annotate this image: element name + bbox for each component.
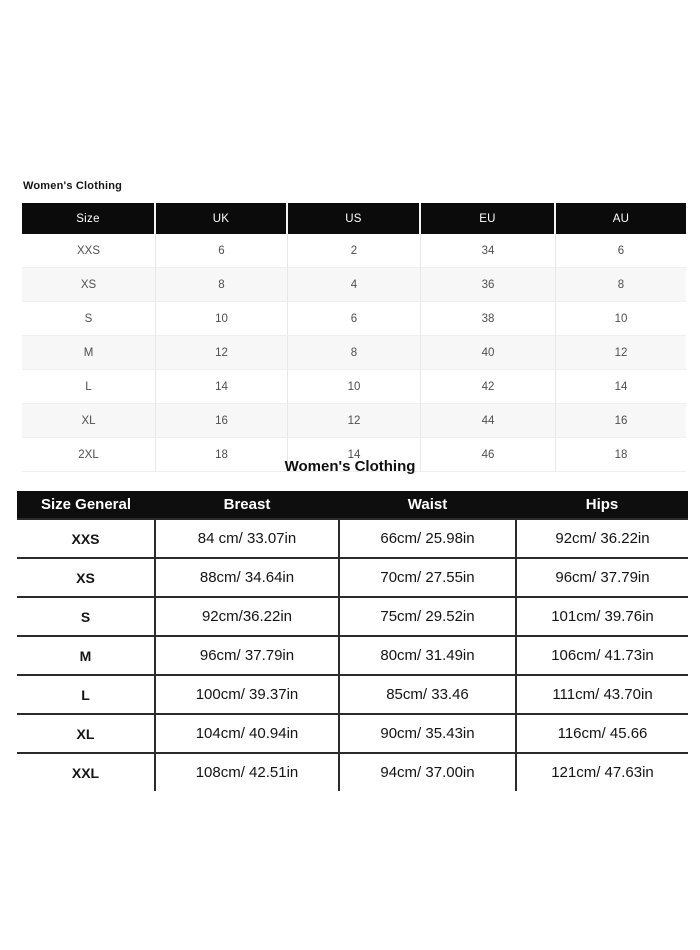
t1-cell-eu: 46 <box>421 438 556 472</box>
t2-cell-hips: 116cm/ 45.66 <box>516 714 688 753</box>
table-row <box>17 753 688 791</box>
t2-cell-size: M <box>17 636 155 675</box>
t1-cell-uk: 12 <box>156 336 288 370</box>
table-row <box>22 234 686 268</box>
t1-cell-size: S <box>22 302 156 336</box>
t1-header-size: Size <box>22 203 156 234</box>
t2-header-hips: Hips <box>516 491 688 519</box>
t2-cell-breast: 84 cm/ 33.07in <box>155 519 339 558</box>
t2-cell-size: L <box>17 675 155 714</box>
table-row <box>22 302 686 336</box>
t2-cell-hips: 101cm/ 39.76in <box>516 597 688 636</box>
t1-cell-au: 8 <box>556 268 686 302</box>
table-row <box>17 597 688 636</box>
t2-header-size-general: Size General <box>17 491 155 519</box>
t1-cell-uk: 10 <box>156 302 288 336</box>
t1-header-uk: UK <box>156 203 288 234</box>
t2-cell-hips: 106cm/ 41.73in <box>516 636 688 675</box>
table-row <box>17 675 688 714</box>
t1-cell-eu: 42 <box>421 370 556 404</box>
t2-cell-breast: 104cm/ 40.94in <box>155 714 339 753</box>
t1-header-au: AU <box>556 203 686 234</box>
t1-header-us: US <box>288 203 421 234</box>
t1-cell-au: 6 <box>556 234 686 268</box>
t2-cell-size: XXS <box>17 519 155 558</box>
t1-cell-eu: 44 <box>421 404 556 438</box>
measurements-table <box>17 491 688 791</box>
t2-cell-waist: 85cm/ 33.46 <box>339 675 516 714</box>
t1-cell-size: L <box>22 370 156 404</box>
t1-cell-us: 14 <box>288 438 421 472</box>
t2-header-breast: Breast <box>155 491 339 519</box>
t1-cell-eu: 36 <box>421 268 556 302</box>
international-size-table <box>22 203 686 472</box>
t2-cell-size: XXL <box>17 753 155 791</box>
t1-cell-uk: 8 <box>156 268 288 302</box>
t1-cell-size: XL <box>22 404 156 438</box>
t1-cell-uk: 18 <box>156 438 288 472</box>
table-row <box>17 519 688 558</box>
t1-cell-uk: 16 <box>156 404 288 438</box>
table2-title: Women's Clothing <box>284 458 416 475</box>
t1-cell-uk: 14 <box>156 370 288 404</box>
t1-cell-us: 6 <box>288 302 421 336</box>
t2-cell-waist: 90cm/ 35.43in <box>339 714 516 753</box>
t2-cell-waist: 94cm/ 37.00in <box>339 753 516 791</box>
t1-cell-us: 8 <box>288 336 421 370</box>
t2-cell-waist: 66cm/ 25.98in <box>339 519 516 558</box>
t1-cell-us: 2 <box>288 234 421 268</box>
table-row <box>22 404 686 438</box>
t2-cell-breast: 96cm/ 37.79in <box>155 636 339 675</box>
t2-header-row <box>17 491 688 519</box>
table-row <box>22 268 686 302</box>
t2-header-waist: Waist <box>339 491 516 519</box>
t2-cell-waist: 75cm/ 29.52in <box>339 597 516 636</box>
t1-cell-au: 12 <box>556 336 686 370</box>
t2-cell-size: XS <box>17 558 155 597</box>
table-row <box>17 558 688 597</box>
t1-cell-uk: 6 <box>156 234 288 268</box>
t2-cell-breast: 88cm/ 34.64in <box>155 558 339 597</box>
t2-cell-hips: 111cm/ 43.70in <box>516 675 688 714</box>
t2-cell-hips: 96cm/ 37.79in <box>516 558 688 597</box>
t1-cell-au: 10 <box>556 302 686 336</box>
table-row <box>17 636 688 675</box>
t1-header-eu: EU <box>421 203 556 234</box>
t2-cell-breast: 100cm/ 39.37in <box>155 675 339 714</box>
t1-cell-size: 2XL <box>22 438 156 472</box>
t1-cell-size: XS <box>22 268 156 302</box>
t1-cell-size: M <box>22 336 156 370</box>
t1-cell-eu: 38 <box>421 302 556 336</box>
t1-cell-size: XXS <box>22 234 156 268</box>
t1-cell-eu: 40 <box>421 336 556 370</box>
t1-cell-us: 4 <box>288 268 421 302</box>
t1-header-row <box>22 203 686 234</box>
table-row <box>17 714 688 753</box>
t1-cell-us: 10 <box>288 370 421 404</box>
t1-cell-us: 12 <box>288 404 421 438</box>
t2-cell-breast: 92cm/36.22in <box>155 597 339 636</box>
table-row <box>22 336 686 370</box>
t2-cell-hips: 92cm/ 36.22in <box>516 519 688 558</box>
t2-cell-waist: 70cm/ 27.55in <box>339 558 516 597</box>
t1-cell-au: 16 <box>556 404 686 438</box>
t1-cell-au: 14 <box>556 370 686 404</box>
t2-cell-size: S <box>17 597 155 636</box>
t1-cell-eu: 34 <box>421 234 556 268</box>
t1-cell-au: 18 <box>556 438 686 472</box>
t2-cell-breast: 108cm/ 42.51in <box>155 753 339 791</box>
t2-cell-size: XL <box>17 714 155 753</box>
t2-cell-waist: 80cm/ 31.49in <box>339 636 516 675</box>
t2-cell-hips: 121cm/ 47.63in <box>516 753 688 791</box>
table1-caption: Women's Clothing <box>23 180 123 192</box>
table-row <box>22 370 686 404</box>
